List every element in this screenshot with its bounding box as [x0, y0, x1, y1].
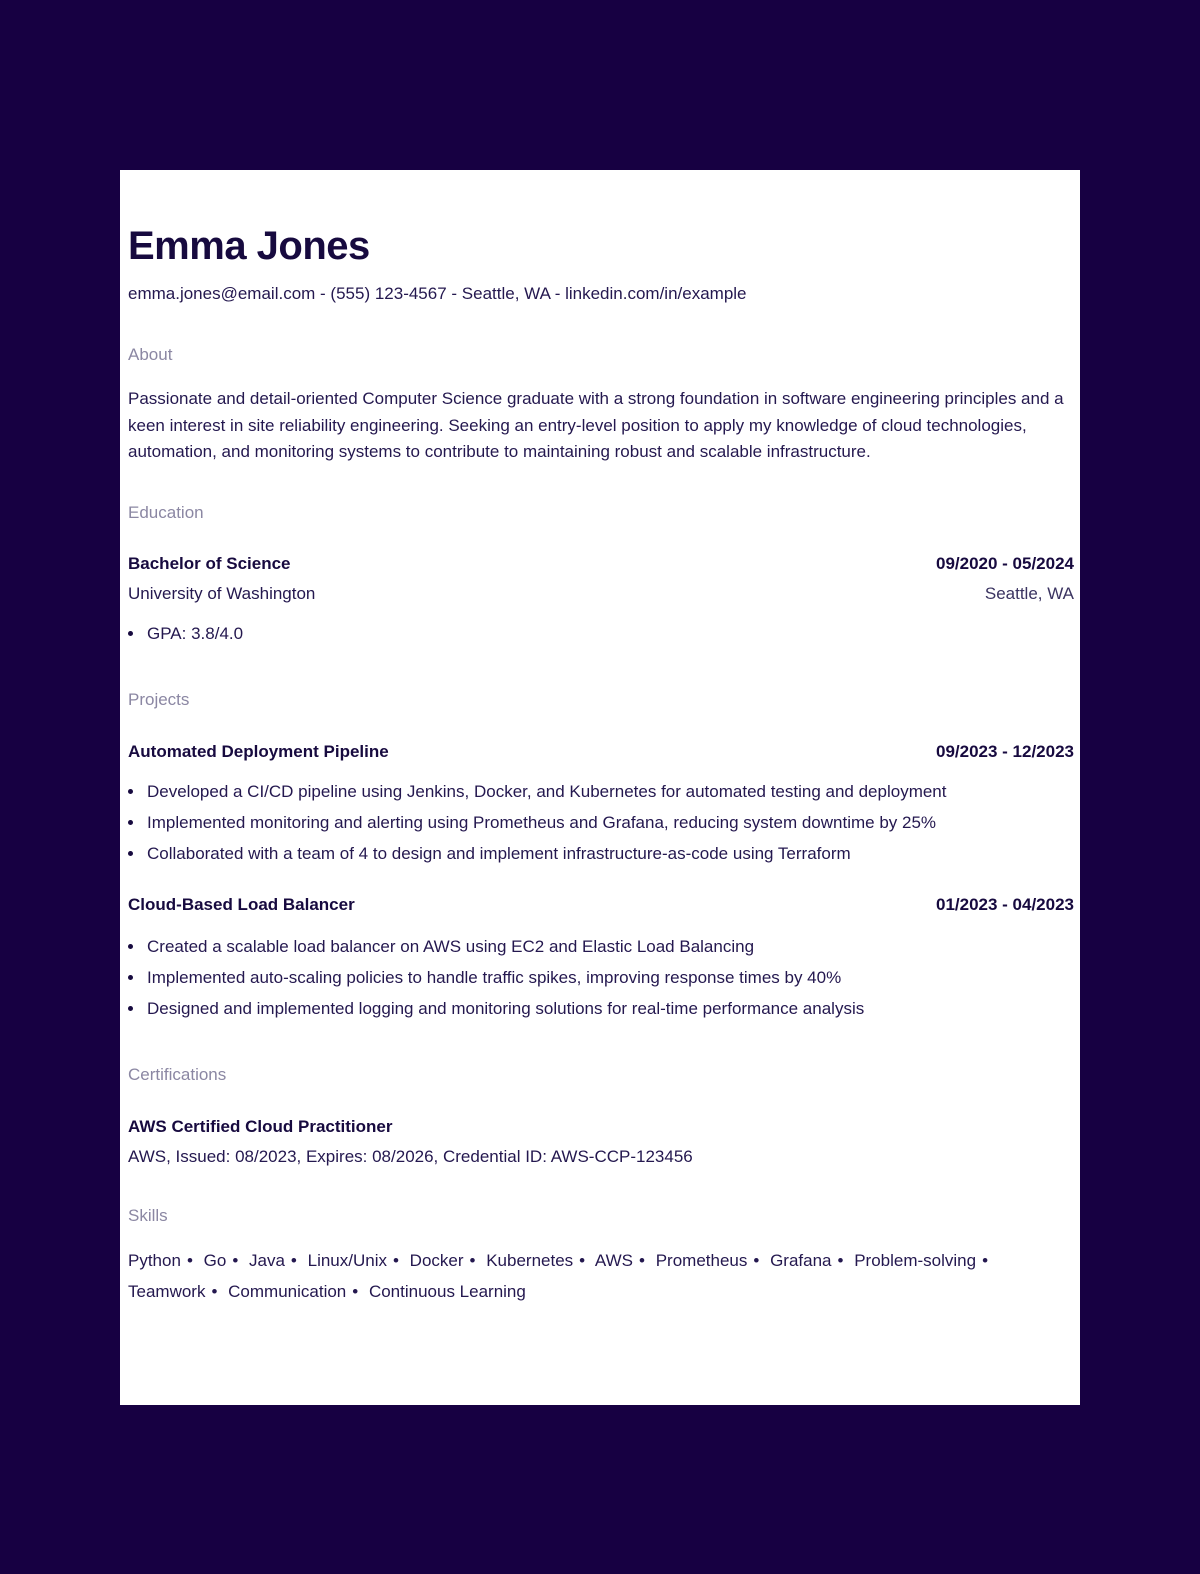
list-item: Collaborated with a team of 4 to design and implement infrastructure-as-code using Terraform [128, 838, 1074, 869]
skill-item: Prometheus [655, 1250, 748, 1270]
skills-list [128, 1245, 1074, 1307]
certification-name: AWS Certified Cloud Practitioner [128, 1116, 393, 1136]
resume-page [120, 170, 1080, 1405]
project-title-row [128, 740, 1074, 764]
certification-details: AWS, Issued: 08/2023, Expires: 08/2026, Credential ID: AWS-CCP-123456 [128, 1146, 693, 1166]
certification-details-row [128, 1145, 1074, 1169]
skill-item: Kubernetes [486, 1250, 574, 1270]
skill-separator: • [392, 1250, 399, 1270]
project-entry [128, 740, 1074, 869]
skill-separator: • [211, 1281, 218, 1301]
project-dates: 01/2023 - 04/2023 [935, 894, 1074, 914]
list-item: Created a scalable load balancer on AWS using EC2 and Elastic Load Balancing [128, 931, 1074, 962]
list-item: Designed and implemented logging and monitoring solutions for real-time performance analysis [128, 993, 1074, 1024]
about-text: Passionate and detail-oriented Computer Science graduate with a strong foundation in software engineering principles and a keen interest in site reliability engineering. Seeking an entry-level position to apply my knowledge of cloud technologies, automation, and monitoring systems to contribute to maintaining robust and scalable infrastructure. [128, 389, 1064, 461]
certification-title-row [128, 1115, 1074, 1139]
school-location: Seattle, WA [984, 583, 1074, 603]
skill-item: Problem-solving [854, 1250, 977, 1270]
list-item: GPA: 3.8/4.0 [128, 618, 1074, 649]
project-title-row [128, 893, 1074, 917]
education-entry [128, 552, 1074, 649]
certification-entry [128, 1115, 1074, 1169]
project-entry [128, 893, 1074, 1024]
school-name: University of Washington [128, 583, 316, 603]
skill-item: Go [203, 1250, 227, 1270]
list-item: Implemented auto-scaling policies to handle traffic spikes, improving response times by 40% [128, 962, 1074, 993]
skill-item: AWS [594, 1250, 634, 1270]
list-item: Developed a CI/CD pipeline using Jenkins, Docker, and Kubernetes for automated testing and deployment [128, 776, 1074, 807]
section-heading-certifications: Certifications [128, 1064, 227, 1084]
skill-item: Teamwork [128, 1281, 206, 1301]
section-heading-about: About [128, 345, 173, 364]
skill-separator: • [579, 1250, 586, 1270]
skill-item: Continuous Learning [368, 1281, 526, 1301]
skill-separator: • [186, 1250, 193, 1270]
candidate-name: Emma Jones [128, 224, 370, 268]
section-heading-projects: Projects [128, 689, 190, 709]
skill-separator: • [639, 1250, 645, 1270]
education-dates: 09/2020 - 05/2024 [935, 553, 1074, 573]
contact-line: emma.jones@email.com - (555) 123-4567 - Seattle, WA - linkedin.com/in/example [128, 284, 747, 303]
skill-item: Docker [409, 1250, 464, 1270]
skill-item: Communication [228, 1281, 347, 1301]
project-title: Cloud-Based Load Balancer [128, 894, 355, 914]
skill-separator: • [982, 1250, 989, 1270]
education-title-row [128, 552, 1074, 576]
skill-separator: • [352, 1281, 359, 1301]
skill-separator: • [837, 1250, 844, 1270]
skill-separator: • [290, 1250, 297, 1270]
skill-item: Grafana [770, 1250, 832, 1270]
skill-separator: • [232, 1250, 239, 1270]
skill-separator: • [469, 1250, 476, 1270]
project-bullets [128, 776, 1074, 869]
section-heading-education: Education [128, 502, 204, 522]
project-dates: 09/2023 - 12/2023 [935, 741, 1074, 761]
skill-item: Python [128, 1250, 181, 1270]
education-school-row [128, 582, 1074, 606]
section-heading-skills: Skills [128, 1205, 168, 1225]
list-item: Implemented monitoring and alerting using Prometheus and Grafana, reducing system downtime by 25% [128, 807, 1074, 838]
skill-item: Java [249, 1250, 285, 1270]
project-title: Automated Deployment Pipeline [128, 741, 389, 761]
skill-item: Linux/Unix [307, 1250, 387, 1270]
project-bullets [128, 931, 1074, 1024]
degree-title: Bachelor of Science [128, 553, 291, 573]
skill-separator: • [753, 1250, 760, 1270]
education-bullets [128, 618, 1074, 649]
